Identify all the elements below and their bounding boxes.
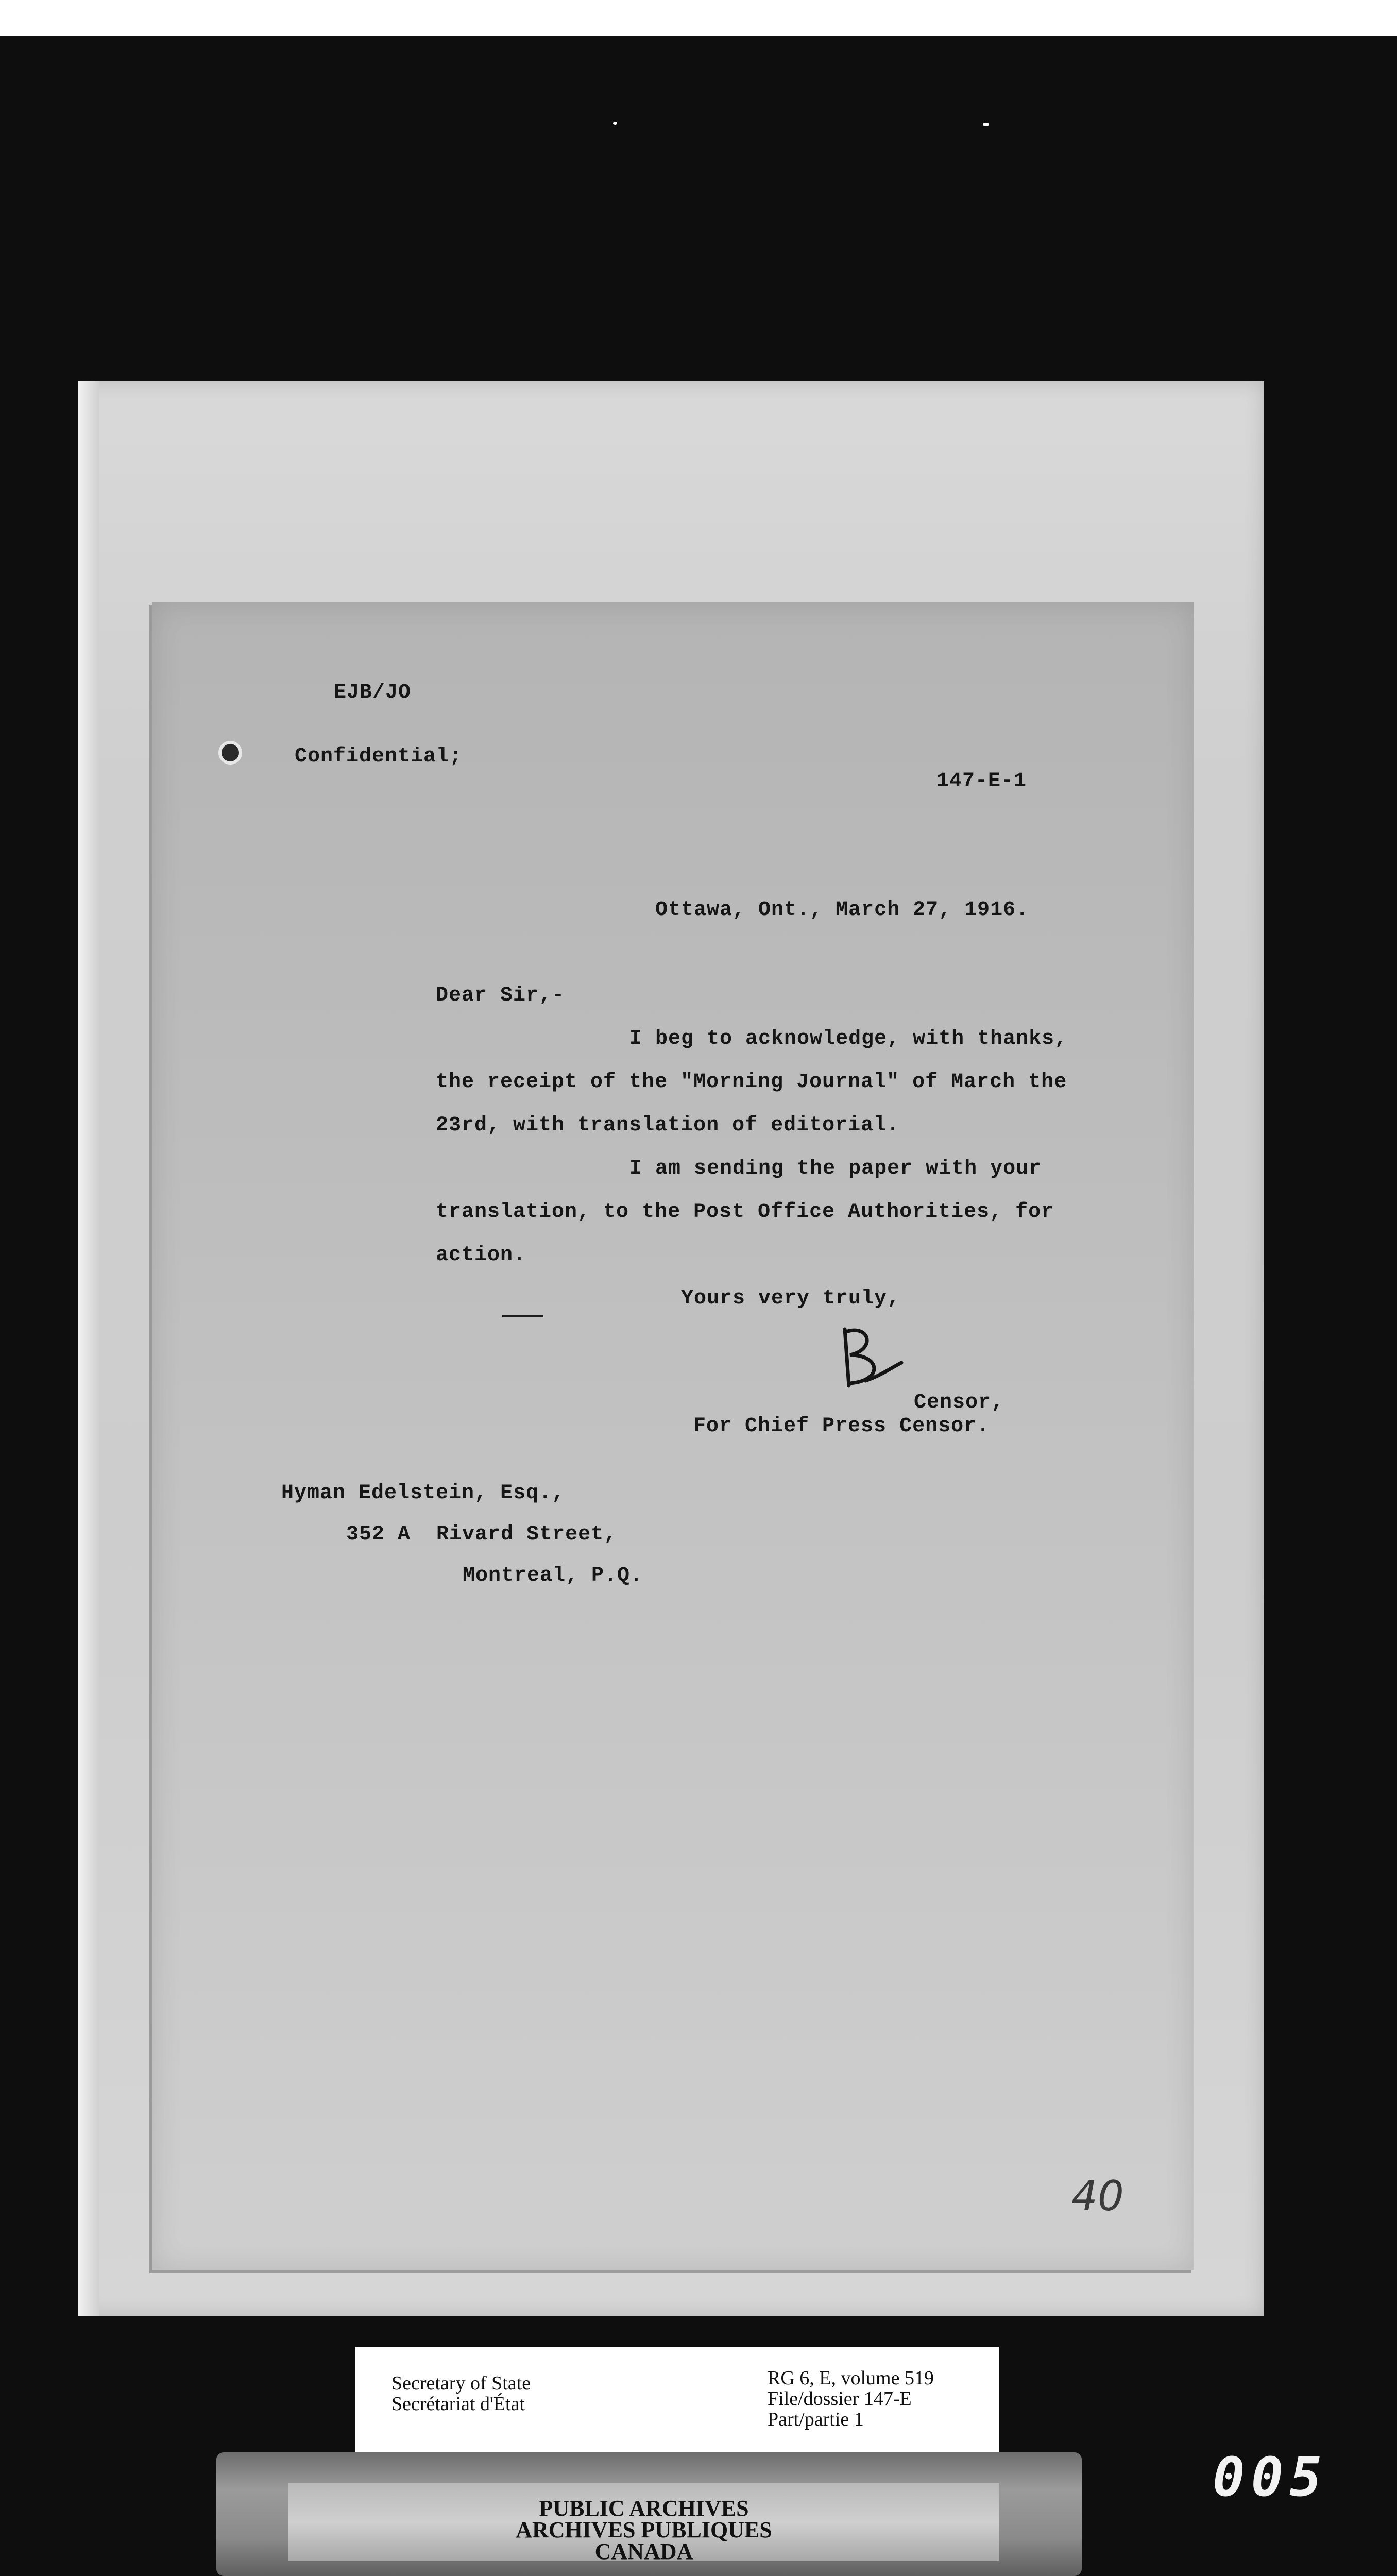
part-partie: Part/partie 1 <box>768 2409 864 2430</box>
recipient-name: Hyman Edelstein, Esq., <box>281 1482 565 1505</box>
salutation: Dear Sir,- <box>436 984 565 1007</box>
reference-initials: EJB/JO <box>334 681 412 704</box>
film-speck <box>613 122 617 125</box>
dept-fr: Secrétariat d'État <box>391 2393 525 2415</box>
handwritten-initial-signature <box>834 1319 907 1396</box>
film-speck <box>983 123 989 126</box>
punch-hole <box>218 741 242 765</box>
signature-title-line2: For Chief Press Censor. <box>693 1415 990 1438</box>
body-line: translation, to the Post Office Authorities, for <box>436 1200 1054 1224</box>
record-group: RG 6, E, volume 519 <box>768 2367 934 2389</box>
file-dossier: File/dossier 147-E <box>768 2388 912 2410</box>
file-number: 147-E-1 <box>936 770 1027 793</box>
closing: Yours very truly, <box>681 1287 900 1310</box>
film-speck <box>300 33 303 36</box>
letter-page <box>152 602 1194 2270</box>
frame-counter: 005 <box>1213 2446 1328 2509</box>
body-line: I am sending the paper with your <box>629 1157 1042 1180</box>
stamp-line-2: ARCHIVES PUBLIQUES <box>516 2517 772 2543</box>
stamp-line-1: PUBLIC ARCHIVES <box>539 2496 749 2521</box>
recipient-street: 352 A Rivard Street, <box>346 1523 617 1546</box>
body-line: 23rd, with translation of editorial. <box>436 1114 900 1137</box>
signature-title-line1: Censor, <box>914 1391 1004 1414</box>
body-line: the receipt of the "Morning Journal" of March the <box>436 1071 1067 1094</box>
dept-en: Secretary of State <box>391 2372 531 2394</box>
top-border <box>0 0 1397 36</box>
body-line: action. <box>436 1244 526 1267</box>
classification: Confidential; <box>295 745 463 768</box>
ink-dash <box>502 1315 543 1317</box>
stamp-line-3: CANADA <box>594 2539 693 2564</box>
backing-sheet-edge <box>78 381 99 2316</box>
pencil-page-number <box>1066 2169 1133 2226</box>
place-date: Ottawa, Ont., March 27, 1916. <box>655 899 1029 922</box>
recipient-city: Montreal, P.Q. <box>463 1564 643 1587</box>
pencil-number-text: 40 <box>1071 2172 1124 2220</box>
body-line: I beg to acknowledge, with thanks, <box>629 1027 1068 1050</box>
